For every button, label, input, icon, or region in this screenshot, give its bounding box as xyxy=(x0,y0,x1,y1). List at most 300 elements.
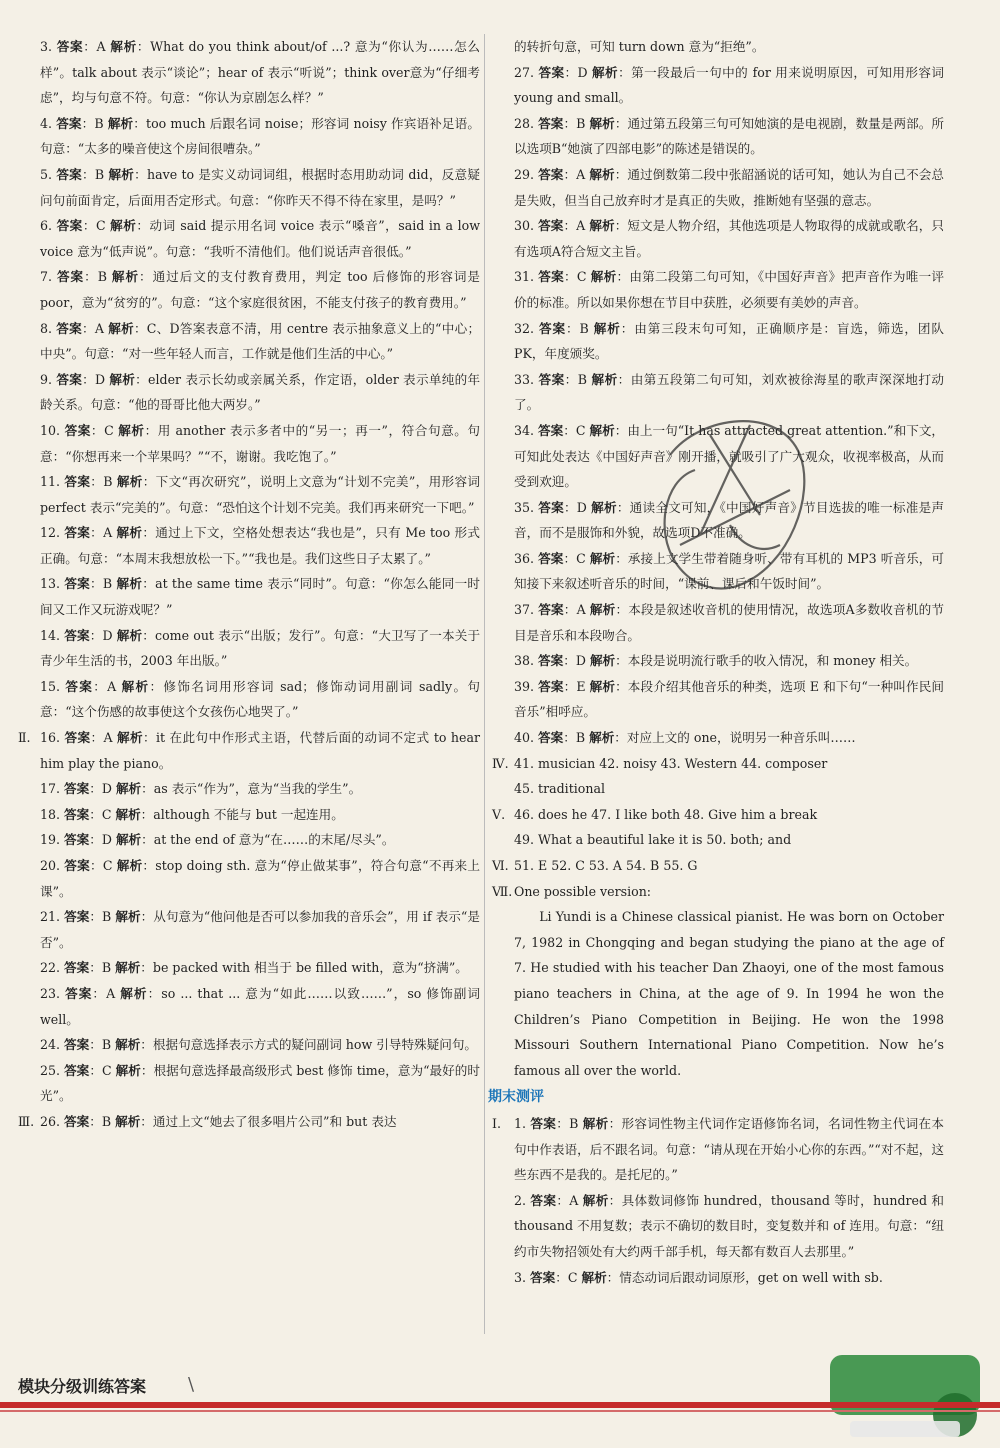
answer-label: 答案 xyxy=(56,115,82,131)
explanation-text: 修饰名词用形容词 sad；修饰动词用副词 sadly。句意：“这个伤感的故事使这个女孩伤心地哭了。” xyxy=(40,678,481,720)
answer-choice: B xyxy=(97,269,107,285)
answer-choice: B xyxy=(103,474,113,490)
explanation-label: 解析 xyxy=(589,730,615,746)
answer-label: 答案 xyxy=(64,1062,90,1078)
answer-item xyxy=(18,623,480,674)
answer-label: 答案 xyxy=(538,64,565,80)
answer-choice: B xyxy=(102,576,113,592)
answer-item xyxy=(492,1188,944,1265)
explanation-label: 解析 xyxy=(592,64,619,80)
answer-content: 16. 答案：A 解析：it 在此句中作形式主语，代替后面的动词不定式 to hear him play the piano。 xyxy=(40,730,481,771)
answer-label: 答案 xyxy=(538,218,564,234)
answer-item xyxy=(18,571,480,622)
explanation-text: 的转折句意，可知 turn down 意为“拒绝”。 xyxy=(514,39,765,54)
explanation-text: at the end of 意为“在……的末尾/尽头”。 xyxy=(153,832,395,848)
answer-content: 10. 答案：C 解析：用 another 表示多者中的“另一；再一”，符合句意。句意：“你想再来一个苹果吗？”“不，谢谢。我吃饱了。” xyxy=(40,422,481,464)
answer-choice: A xyxy=(94,320,104,336)
answer-content: 34. 答案：C 解析：由上一句“It has attracted great attention.”和下文，可知此处表达《中国好声音》刚开播，就吸引了广大观众，收视率极高，从而受到欢迎。 xyxy=(514,422,945,490)
explanation-label: 解析 xyxy=(108,320,134,336)
page-footer xyxy=(0,1370,1000,1406)
answer-item xyxy=(18,264,480,315)
answer-item xyxy=(18,111,480,162)
explanation-text: although 不能与 but 一起连用。 xyxy=(153,806,344,822)
answer-item xyxy=(18,827,480,853)
explanation-label: 解析 xyxy=(110,39,137,54)
answer-content: 35. 答案：D 解析：通读全文可知，《中国好声音》节目选拔的唯一标准是声音，而不是服饰和外貌，故选项D不准确。 xyxy=(514,499,945,541)
answer-content: 4. 答案：B 解析：too much 后跟名词 noise；形容词 noisy 作宾语补足语。句意：“太多的噪音使这个房间很嘈杂。” xyxy=(40,115,480,157)
explanation-text: have to 是实义动词词组，根据时态用助动词 did，反意疑问句前面肯定，后面用否定形式。句意：“你昨天不得不待在家里，是吗？” xyxy=(40,166,480,208)
question-number: 2. xyxy=(514,1192,527,1208)
answer-content: 20. 答案：C 解析：stop doing sth. 意为“停止做某事”，符合句意“不再来上课”。 xyxy=(40,858,480,899)
answer-label: 答案 xyxy=(56,218,83,234)
answer-item xyxy=(18,776,480,802)
question-number: 22. xyxy=(40,960,61,976)
explanation-text: 用 another 表示多者中的“另一；再一”，符合句意。句意：“你想再来一个苹果吗？”“不，谢谢。我吃饱了。” xyxy=(40,422,481,464)
question-number: 36. xyxy=(514,550,535,566)
answer-choice: A xyxy=(106,985,116,1001)
answer-item xyxy=(18,725,480,776)
answer-item xyxy=(18,367,480,418)
question-number: 9. xyxy=(40,371,53,387)
answer-choice: A xyxy=(576,166,586,182)
section-number: Ⅱ. xyxy=(18,730,31,746)
question-number: 8. xyxy=(40,320,53,336)
question-number: 6. xyxy=(40,218,53,234)
explanation-text: stop doing sth. 意为“停止做某事”，符合句意“不再来上课”。 xyxy=(40,858,480,899)
answer-content: 9. 答案：D 解析：elder 表示长幼或亲属关系，作定语，older 表示单纯的年龄关系。句意：“他的哥哥比他大两岁。” xyxy=(40,371,481,413)
explanation-text: 由第二段第二句可知，《中国好声音》把声音作为唯一评价的标准。所以如果你想在节目中获胜，必须要有美妙的声音。 xyxy=(514,269,945,310)
explanation-label: 解析 xyxy=(118,422,145,438)
answer-choice: A xyxy=(569,1192,579,1208)
explanation-label: 解析 xyxy=(115,1113,141,1129)
answer-item xyxy=(18,520,480,571)
answer-label: 答案 xyxy=(538,166,564,182)
explanation-label: 解析 xyxy=(116,576,143,592)
explanation-label: 解析 xyxy=(116,627,143,643)
answer-content: 3. 答案：C 解析：情态动词后跟动词原形，get on well with sb. xyxy=(514,1269,883,1285)
explanation-label: 解析 xyxy=(120,985,148,1001)
question-number: 31. xyxy=(514,269,535,285)
answer-item xyxy=(492,60,944,111)
answer-content: 12. 答案：A 解析：通过上下文，空格处想表达“我也是”，只有 Me too 形式正确。句意：“本周末我想放松一下。”“我也是。我们这些日子太累了。” xyxy=(40,525,481,566)
answer-label: 答案 xyxy=(64,1037,90,1053)
answer-choice: D xyxy=(101,832,112,848)
explanation-label: 解析 xyxy=(116,730,143,746)
answer-item xyxy=(18,316,480,367)
answer-label: 答案 xyxy=(64,806,90,822)
answer-item xyxy=(492,316,944,367)
explanation-label: 解析 xyxy=(582,1192,609,1208)
explanation-text: 本段是说明流行歌手的收入情况，和 money 相关。 xyxy=(627,653,918,669)
answer-item xyxy=(18,853,480,904)
answer-label: 答案 xyxy=(57,269,85,285)
answer-label: 答案 xyxy=(56,39,84,54)
answer-item xyxy=(18,418,480,469)
question-number: 25. xyxy=(40,1062,61,1078)
section-number: Ⅵ. xyxy=(492,858,509,873)
answer-choice: C xyxy=(567,1269,578,1285)
explanation-text: it 在此句中作形式主语，代替后面的动词不定式 to hear him play the piano。 xyxy=(40,730,481,771)
question-number: 16. xyxy=(40,730,61,746)
question-number: 38. xyxy=(514,653,535,669)
question-number: 30. xyxy=(514,218,535,234)
question-number: 11. xyxy=(40,474,61,490)
footer-slash: \ xyxy=(188,1374,195,1395)
explanation-text: 通过上下文，空格处想表达“我也是”，只有 Me too 形式正确。句意：“本周末我想放松一下。”“我也是。我们这些日子太累了。” xyxy=(40,525,481,566)
answer-label: 答案 xyxy=(538,269,564,285)
answer-content: 17. 答案：D 解析：as 表示“作为”，意为“当我的学生”。 xyxy=(40,781,362,797)
explanation-text: 情态动词后跟动词原形，get on well with sb. xyxy=(619,1269,883,1285)
question-number: 14. xyxy=(40,627,61,643)
question-number: 39. xyxy=(514,678,535,694)
answer-item xyxy=(18,213,480,264)
answer-choice: B xyxy=(575,730,586,746)
explanation-text: 承接上文学生带着随身听、带有耳机的 MP3 听音乐，可知接下来叙述听音乐的时间，“课前、课后和午饭时间”。 xyxy=(514,550,945,592)
section-number: Ⅴ. xyxy=(492,806,506,822)
section-number: Ⅶ. xyxy=(492,883,513,899)
explanation-label: 解析 xyxy=(593,320,621,336)
answer-content: 29. 答案：A 解析：通过倒数第二段中张韶涵说的话可知，她认为自己不会总是失败，但当自己放弃时才是真正的失败，推断她有坚强的意志。 xyxy=(514,166,945,208)
explanation-text: 通过后文的支付教育费用，判定 too 后修饰的形容词是 poor，意为“贫穷的”。句意：“这个家庭很贫困，不能支付孩子的教育费用。” xyxy=(40,269,481,310)
question-number: 15. xyxy=(40,678,61,694)
answer-label: 答案 xyxy=(538,371,565,387)
answer-choice: D xyxy=(577,64,588,80)
explanation-label: 解析 xyxy=(589,678,616,694)
explanation-text: 下文“再次研究”，说明上文意为“计划不完美”，用形容词 perfect 表示“完美的”。句意：“恐怕这个计划不完美。我们再来研究一下吧。” xyxy=(40,474,480,515)
explanation-text: 第一段最后一句中的 for 用来说明原因，可知用形容词 young and small。 xyxy=(514,64,944,106)
explanation-label: 解析 xyxy=(581,1269,607,1285)
explanation-label: 解析 xyxy=(115,1062,141,1078)
explanation-text: 具体数词修饰 hundred，thousand 等时，hundred 和 thousand 不用复数；表示不确切的数目时，变复数并和 of 连用。句意：“纽约市失物招领处有大约两千部手机，每天都有数百人去那里。” xyxy=(514,1192,945,1259)
answer-content: 1. 答案：B 解析：形容词性物主代词作定语修饰名词，名词性物主代词在本句中作表语，后不跟名词。句意：“请从现在开始小心你的东西。”“对不起，这些东西不是我的。是托尼的。” xyxy=(514,1115,945,1183)
answer-label: 答案 xyxy=(530,1192,557,1208)
answer-item xyxy=(18,674,480,725)
answer-label: 答案 xyxy=(64,858,90,873)
question-number: 23. xyxy=(40,985,61,1001)
explanation-text: 通过倒数第二段中张韶涵说的话可知，她认为自己不会总是失败，但当自己放弃时才是真正的失败，推断她有坚强的意志。 xyxy=(514,166,945,208)
answer-label: 答案 xyxy=(64,627,90,643)
answer-list-text: 41. musician 42. noisy 43. Western 44. composer xyxy=(514,755,828,771)
question-number: 20. xyxy=(40,858,61,873)
answer-choice: C xyxy=(576,269,587,285)
explanation-text: 由上一句“It has attracted great attention.”和下文，可知此处表达《中国好声音》刚开播，就吸引了广大观众，收视率极高，从而受到欢迎。 xyxy=(514,422,945,490)
explanation-label: 解析 xyxy=(108,166,135,182)
explanation-text: 通读全文可知，《中国好声音》节目选拔的唯一标准是声音，而不是服饰和外貌，故选项D不准确。 xyxy=(514,499,945,541)
answer-choice: C xyxy=(101,806,112,822)
answer-label: 答案 xyxy=(538,550,564,566)
explanation-label: 解析 xyxy=(121,678,150,694)
answer-label: 答案 xyxy=(64,909,90,925)
answer-content: 22. 答案：B 解析：be packed with 相当于 be filled with，意为“挤满”。 xyxy=(40,960,468,976)
answer-item xyxy=(492,1265,944,1291)
answer-content: 23. 答案：A 解析：so ... that ... 意为“如此……以致……”，so 修饰副词 well。 xyxy=(40,985,480,1027)
answer-content: 2. 答案：A 解析：具体数词修饰 hundred，thousand 等时，hundred 和 thousand 不用复数；表示不确切的数目时，变复数并和 of 连用。句意：“纽约市失物招领处有大约两千部手机，每天都有数百人去那里。” xyxy=(514,1192,945,1259)
question-number: 28. xyxy=(514,115,535,131)
explanation-text: 通过上文“她去了很多唱片公司”和 but 表达 xyxy=(152,1113,397,1129)
answer-item xyxy=(18,1109,480,1135)
answer-content: 30. 答案：A 解析：短文是人物介绍，其他选项是人物取得的成就或歌名，只有选项A符合短文主旨。 xyxy=(514,218,945,259)
answer-content: 33. 答案：B 解析：由第五段第二句可知，刘欢被徐海星的歌声深深地打动了。 xyxy=(514,371,945,413)
explanation-label: 解析 xyxy=(590,269,617,285)
explanation-label: 解析 xyxy=(116,525,143,541)
answer-choice: A xyxy=(576,218,586,234)
answer-label: 答案 xyxy=(538,678,564,694)
answer-item xyxy=(18,469,480,520)
answer-content: 25. 答案：C 解析：根据句意选择最高级形式 best 修饰 time，意为“最好的时光”。 xyxy=(40,1062,480,1104)
explanation-label: 解析 xyxy=(110,218,137,234)
answer-item xyxy=(492,725,944,751)
answer-content: 21. 答案：B 解析：从句意为“他问他是否可以参加我的音乐会”，用 if 表示“是否”。 xyxy=(40,909,481,950)
right-answer-lists xyxy=(492,751,944,905)
answer-list-row xyxy=(492,776,944,802)
answer-choice: B xyxy=(94,166,105,182)
answer-content xyxy=(514,34,944,60)
question-number: 3. xyxy=(40,39,53,54)
question-number: 26. xyxy=(40,1113,61,1129)
answer-list-row xyxy=(492,853,944,879)
answer-label: 答案 xyxy=(65,678,94,694)
explanation-text: come out 表示“出版；发行”。句意：“大卫写了一本关于青少年生活的书，2003 年出版。” xyxy=(40,627,481,669)
answer-label: 答案 xyxy=(64,781,90,797)
column-divider xyxy=(484,34,485,1334)
explanation-text: C、D答案表意不清，用 centre 表示抽象意义上的“中心；中央”。句意：“对一些年轻人而言，工作就是他们生活的中心。” xyxy=(40,320,481,362)
explanation-label: 解析 xyxy=(109,371,136,387)
explanation-text: so ... that ... 意为“如此……以致……”，so 修饰副词 well。 xyxy=(40,985,480,1027)
explanation-label: 解析 xyxy=(116,474,143,490)
answer-label: 答案 xyxy=(530,1115,557,1131)
answer-choice: C xyxy=(101,1062,112,1078)
answer-choice: B xyxy=(576,115,586,131)
answer-label: 答案 xyxy=(64,525,91,541)
answer-content: 6. 答案：C 解析：动词 said 提示用名词 voice 表示“嗓音”，said in a low voice 意为“低声说”。句意：“我听不清他们。他们说话声音很低。” xyxy=(40,218,480,259)
question-number: 35. xyxy=(514,499,535,515)
answer-choice: E xyxy=(576,678,586,694)
explanation-text: as 表示“作为”，意为“当我的学生”。 xyxy=(153,781,362,797)
explanation-text: elder 表示长幼或亲属关系，作定语，older 表示单纯的年龄关系。句意：“他的哥哥比他大两岁。” xyxy=(40,371,481,413)
answer-content: 31. 答案：C 解析：由第二段第二句可知，《中国好声音》把声音作为唯一评价的标准。所以如果你想在节目中获胜，必须要有美妙的声音。 xyxy=(514,269,945,310)
question-number: 12. xyxy=(40,525,61,541)
explanation-label: 解析 xyxy=(591,499,617,515)
answer-content: 36. 答案：C 解析：承接上文学生带着随身听、带有耳机的 MP3 听音乐，可知接下来叙述听音乐的时间，“课前、课后和午饭时间”。 xyxy=(514,550,945,592)
question-number: 13. xyxy=(40,576,61,592)
section-number: Ⅲ. xyxy=(18,1113,35,1129)
answer-choice: A xyxy=(103,525,113,541)
section-number: Ⅳ. xyxy=(492,755,509,771)
answer-item xyxy=(18,162,480,213)
question-number: 21. xyxy=(40,909,61,925)
answer-item xyxy=(18,1058,480,1109)
explanation-text: 由第三段末句可知，正确顺序是：盲选，筛选，团队PK，年度颁奖。 xyxy=(514,320,945,362)
question-number: 40. xyxy=(514,730,535,746)
answer-label: 答案 xyxy=(64,1113,90,1129)
answer-choice: C xyxy=(104,422,114,438)
explanation-text: 由第五段第二句可知，刘欢被徐海星的歌声深深地打动了。 xyxy=(514,371,945,413)
explanation-label: 解析 xyxy=(115,832,142,848)
explanation-label: 解析 xyxy=(589,550,616,566)
answer-choice: B xyxy=(94,115,104,131)
question-number: 4. xyxy=(40,115,53,131)
answer-content: 28. 答案：B 解析：通过第五段第三句可知她演的是电视剧，数量是两部。所以选项B“她演了四部电影”的陈述是错误的。 xyxy=(514,115,945,157)
answer-label: 答案 xyxy=(56,320,82,336)
answer-label: 答案 xyxy=(64,474,91,490)
right-column xyxy=(488,34,945,1290)
answer-content: 11. 答案：B 解析：下文“再次研究”，说明上文意为“计划不完美”，用形容词 perfect 表示“完美的”。句意：“恐怕这个计划不完美。我们再来研究一下吧。” xyxy=(40,474,480,515)
answer-choice: B xyxy=(101,960,112,976)
left-column xyxy=(18,34,480,1135)
explanation-text: 本段是叙述收音机的使用情况，故选项A多数收音机的节目是音乐和本段吻合。 xyxy=(514,602,945,643)
question-number: 5. xyxy=(40,166,53,182)
answer-choice: D xyxy=(102,627,113,643)
answer-label: 答案 xyxy=(538,320,566,336)
answer-choice: C xyxy=(576,550,586,566)
answer-label: 答案 xyxy=(64,422,91,438)
explanation-label: 解析 xyxy=(115,806,141,822)
explanation-label: 解析 xyxy=(115,781,142,797)
explanation-label: 解析 xyxy=(591,371,618,387)
explanation-text: at the same time 表示“同时”。句意：“你怎么能同一时间又工作又玩游戏呢？” xyxy=(40,576,481,618)
answer-content: 26. 答案：B 解析：通过上文“她去了很多唱片公司”和 but 表达 xyxy=(40,1113,397,1129)
footer-red-bar xyxy=(0,1402,1000,1408)
answer-item xyxy=(18,955,480,981)
answer-choice: A xyxy=(107,678,117,694)
explanation-label: 解析 xyxy=(115,960,141,976)
answer-choice: A xyxy=(96,39,106,54)
answer-content: 5. 答案：B 解析：have to 是实义动词词组，根据时态用助动词 did，反意疑问句前面肯定，后面用否定形式。句意：“你昨天不得不待在家里，是吗？” xyxy=(40,166,480,208)
question-number: 19. xyxy=(40,832,61,848)
answer-content: 27. 答案：D 解析：第一段最后一句中的 for 用来说明原因，可知用形容词 young and small。 xyxy=(514,64,944,106)
explanation-text: 从句意为“他问他是否可以参加我的音乐会”，用 if 表示“是否”。 xyxy=(40,909,481,950)
explanation-label: 解析 xyxy=(115,1037,141,1053)
answer-content: 7. 答案：B 解析：通过后文的支付教育费用，判定 too 后修饰的形容词是 poor，意为“贫穷的”。句意：“这个家庭很贫困，不能支付孩子的教育费用。” xyxy=(40,269,481,310)
essay-paragraph: Li Yundi is a Chinese classical pianist. He was born on October 7, 1982 in Chongqing and began studying the piano at the age of 7. He studied with his teacher Dan Zhaoyi, one of the most famous piano teachers in China, at the age of 9. In 1994 he won the Children’s Piano Competition in Beijing. He won the 1998 Missouri Southern International Piano Competition. Now he’s famous all over the world. xyxy=(514,909,944,1078)
answer-choice: D xyxy=(575,653,586,669)
answer-list-text: 49. What a beautiful lake it is 50. both; and xyxy=(514,832,792,848)
answer-list-row xyxy=(492,827,944,853)
explanation-label: 解析 xyxy=(589,166,615,182)
answer-label: 答案 xyxy=(64,576,91,592)
answer-item xyxy=(492,111,944,162)
question-number: 34. xyxy=(514,422,535,438)
answer-item xyxy=(18,34,480,111)
answer-label: 答案 xyxy=(64,960,90,976)
answer-content: 18. 答案：C 解析：although 不能与 but 一起连用。 xyxy=(40,806,344,822)
explanation-label: 解析 xyxy=(589,653,616,669)
answer-choice: A xyxy=(103,730,113,746)
section-number: Ⅰ. xyxy=(492,1115,501,1131)
question-number: 29. xyxy=(514,166,535,182)
answer-item xyxy=(492,648,944,674)
handwritten-stamp-mark xyxy=(640,395,820,615)
explanation-text: What do you think about/of ...? 意为“你认为……怎么样”。talk about 表示“谈论”；hear of 表示“听说”；think over意为“仔细考虑”，均与句意不符。句意：“你认为京剧怎么样？” xyxy=(40,39,481,106)
explanation-label: 解析 xyxy=(111,269,140,285)
answer-list-row xyxy=(492,751,944,777)
question-number: 18. xyxy=(40,806,61,822)
answer-list-text: 45. traditional xyxy=(514,781,606,797)
explanation-label: 解析 xyxy=(589,602,616,618)
explanation-label: 解析 xyxy=(115,909,141,925)
question-number: 33. xyxy=(514,371,535,387)
question-number: 24. xyxy=(40,1037,61,1053)
answer-content: 38. 答案：D 解析：本段是说明流行歌手的收入情况，和 money 相关。 xyxy=(514,653,918,669)
answer-choice: D xyxy=(576,499,587,515)
explanation-label: 解析 xyxy=(589,115,615,131)
answer-content: 19. 答案：D 解析：at the end of 意为“在……的末尾/尽头”。 xyxy=(40,832,395,848)
explanation-label: 解析 xyxy=(116,858,143,873)
answer-content: 3. 答案：A 解析：What do you think about/of ...? 意为“你认为……怎么样”。talk about 表示“谈论”；hear of 表示“听说”；think over意为“仔细考虑”，均与句意不符。句意：“你认为京剧怎么样？” xyxy=(40,39,481,106)
right-bottom-items xyxy=(492,1111,944,1290)
explanation-text: 对应上文的 one，说明另一种音乐叫…… xyxy=(626,730,856,746)
answer-choice: C xyxy=(95,218,106,234)
answer-content: 37. 答案：A 解析：本段是叙述收音机的使用情况，故选项A多数收音机的节目是音乐和本段吻合。 xyxy=(514,602,945,643)
answer-item xyxy=(492,162,944,213)
answer-item xyxy=(492,264,944,315)
question-number: 17. xyxy=(40,781,61,797)
question-number: 3. xyxy=(514,1269,527,1285)
answer-list-text: 46. does he 47. I like both 48. Give him a break xyxy=(514,806,818,822)
answer-content: 8. 答案：A 解析：C、D答案表意不清，用 centre 表示抽象意义上的“中心；中央”。句意：“对一些年轻人而言，工作就是他们生活的中心。” xyxy=(40,320,481,362)
answer-item xyxy=(492,34,944,60)
section-title: 期末测评 xyxy=(488,1089,544,1106)
explanation-text: 本段介绍其他音乐的种类，选项 E 和下句“一种叫作民间音乐”相呼应。 xyxy=(514,678,945,720)
answer-choice: D xyxy=(101,781,112,797)
answer-label: 答案 xyxy=(530,1269,556,1285)
answer-label: 答案 xyxy=(64,730,91,746)
answer-item xyxy=(18,1032,480,1058)
question-number: 27. xyxy=(514,64,535,80)
answer-choice: A xyxy=(576,602,586,618)
answer-choice: B xyxy=(569,1115,579,1131)
answer-label: 答案 xyxy=(56,166,83,182)
question-number: 1. xyxy=(514,1115,527,1131)
answer-item xyxy=(492,213,944,264)
explanation-label: 解析 xyxy=(582,1115,609,1131)
explanation-label: 解析 xyxy=(107,115,134,131)
answer-list-text: 51. E 52. C 53. A 54. B 55. G xyxy=(514,858,698,873)
right-top-items xyxy=(492,34,944,751)
answer-choice: C xyxy=(575,422,586,438)
explanation-text: too much 后跟名词 noise；形容词 noisy 作宾语补足语。句意：“太多的噪音使这个房间很嘈杂。” xyxy=(40,115,480,157)
answer-label: 答案 xyxy=(56,371,83,387)
explanation-text: 根据句意选择表示方式的疑问副词 how 引导特殊疑问句。 xyxy=(152,1037,478,1053)
answer-label: 答案 xyxy=(538,602,564,618)
question-number: 37. xyxy=(514,602,535,618)
answer-choice: B xyxy=(579,320,589,336)
answer-choice: B xyxy=(577,371,588,387)
answer-choice: B xyxy=(101,1113,112,1129)
answer-item xyxy=(492,1111,944,1188)
footer-title: 模块分级训练答案 xyxy=(18,1377,147,1396)
answer-list-row xyxy=(492,879,944,905)
answer-choice: C xyxy=(102,858,113,873)
explanation-label: 解析 xyxy=(589,218,615,234)
answer-item xyxy=(18,802,480,828)
answer-list-text: One possible version: xyxy=(514,883,652,899)
answer-label: 答案 xyxy=(538,730,564,746)
answer-content: 24. 答案：B 解析：根据句意选择表示方式的疑问副词 how 引导特殊疑问句。 xyxy=(40,1037,478,1053)
answer-label: 答案 xyxy=(538,115,564,131)
answer-item xyxy=(492,674,944,725)
answer-label: 答案 xyxy=(538,499,564,515)
explanation-text: 形容词性物主代词作定语修饰名词，名词性物主代词在本句中作表语，后不跟名词。句意：“请从现在开始小心你的东西。”“对不起，这些东西不是我的。是托尼的。” xyxy=(514,1115,945,1183)
explanation-label: 解析 xyxy=(589,422,615,438)
answer-content: 32. 答案：B 解析：由第三段末句可知，正确顺序是：盲选，筛选，团队PK，年度颁奖。 xyxy=(514,320,945,362)
explanation-text: be packed with 相当于 be filled with，意为“挤满”。 xyxy=(152,960,468,976)
answer-item xyxy=(18,904,480,955)
answer-content: 15. 答案：A 解析：修饰名词用形容词 sad；修饰动词用副词 sadly。句意：“这个伤感的故事使这个女孩伤心地哭了。” xyxy=(40,678,481,720)
question-number: 7. xyxy=(40,269,53,285)
question-number: 32. xyxy=(514,320,535,336)
answer-label: 答案 xyxy=(65,985,93,1001)
